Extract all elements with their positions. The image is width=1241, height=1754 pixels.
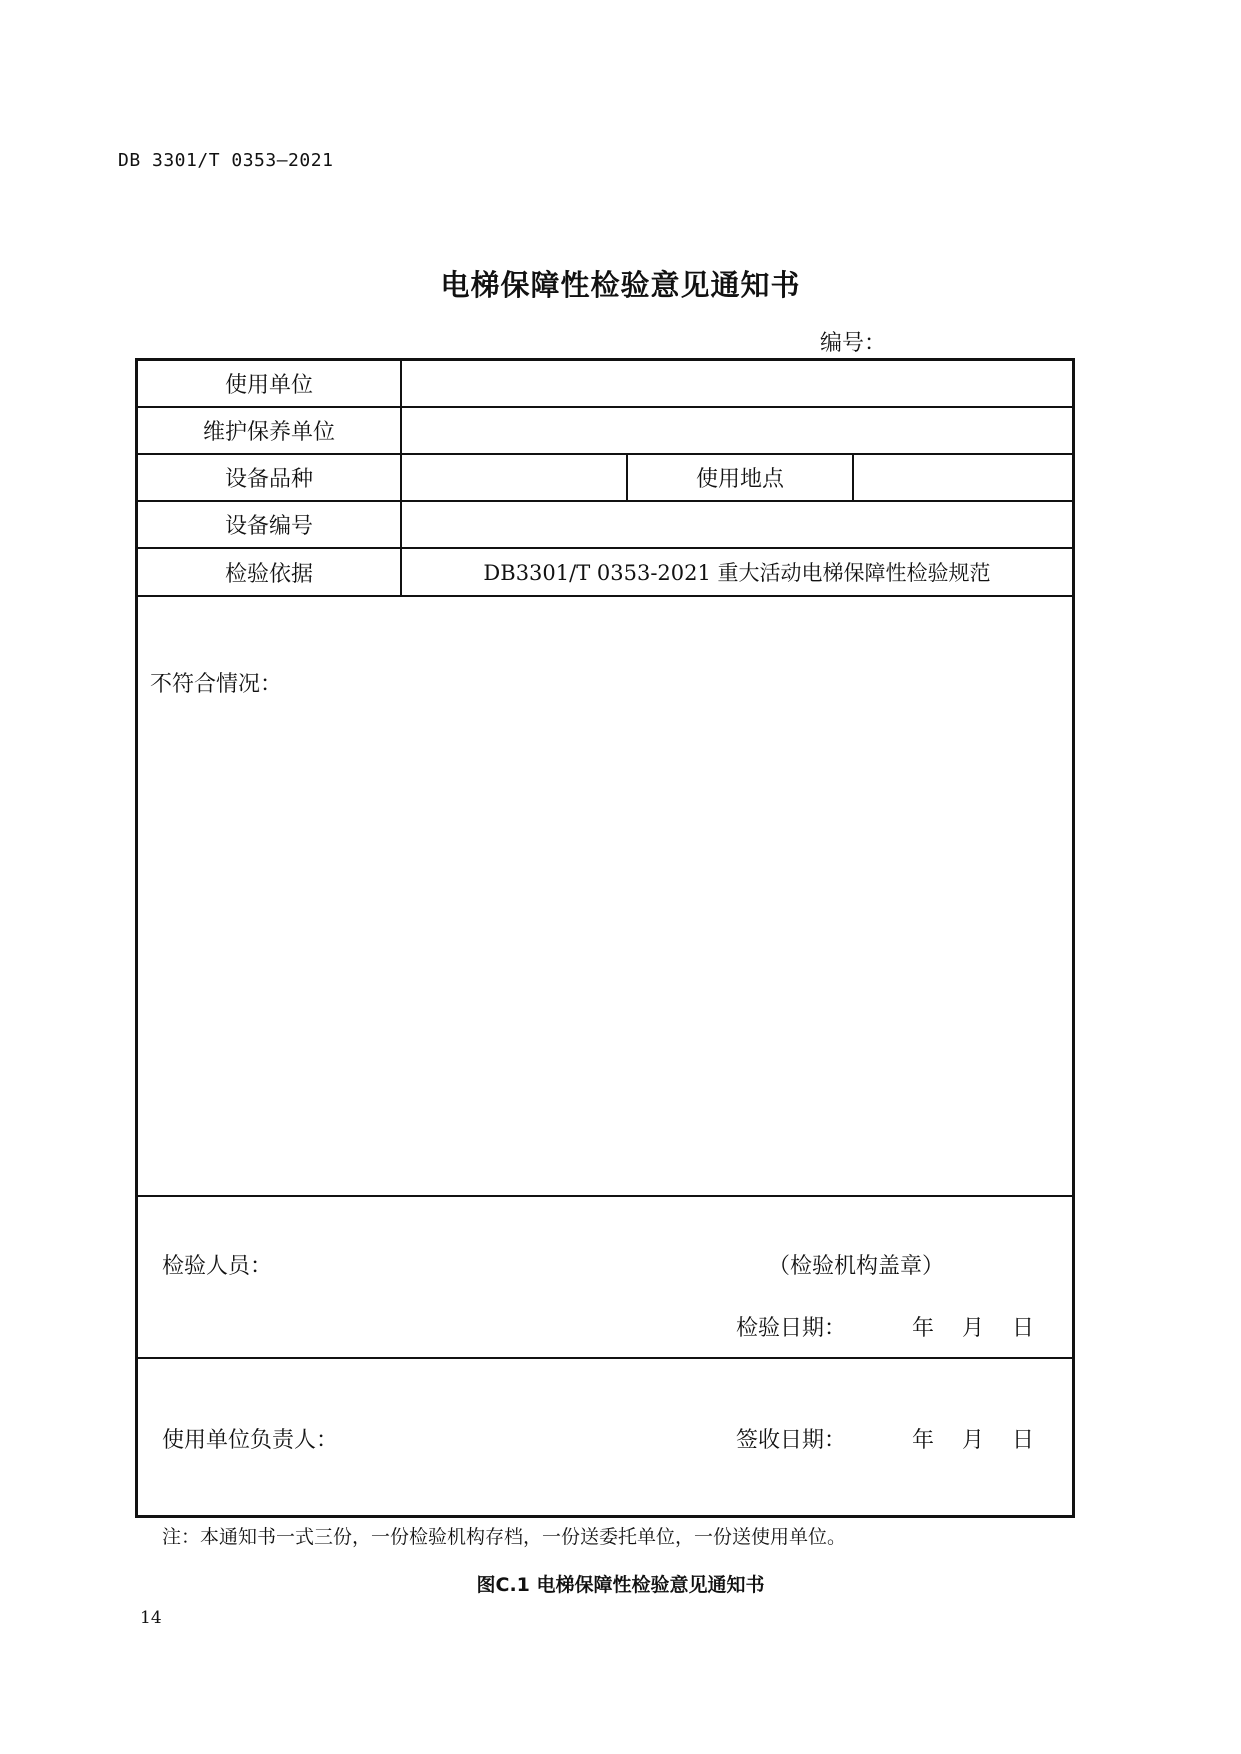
document-title: 电梯保障性检验意见通知书 bbox=[440, 268, 801, 302]
equipment-number-value[interactable] bbox=[400, 502, 1072, 547]
form-note: 注：本通知书一式三份，一份检验机构存档，一份送委托单位，一份送使用单位。 bbox=[162, 1526, 847, 1548]
page-number: 14 bbox=[140, 1608, 162, 1628]
equipment-type-label: 设备品种 bbox=[224, 467, 313, 492]
basis-label: 检验依据 bbox=[224, 561, 313, 587]
location-value[interactable] bbox=[852, 455, 1072, 500]
receiver-label: 使用单位负责人： bbox=[162, 1428, 339, 1453]
user-unit-value[interactable] bbox=[400, 361, 1072, 406]
row-equipment-type bbox=[138, 455, 1072, 502]
basis-value: DB3301/T 0353-2021 重大活动电梯保障性检验规范 bbox=[400, 549, 1072, 595]
inspector-label: 检验人员： bbox=[162, 1254, 273, 1279]
equipment-number-label: 设备编号 bbox=[224, 514, 313, 539]
serial-number-label: 编号： bbox=[820, 331, 887, 356]
standard-code: DB 3301/T 0353—2021 bbox=[118, 150, 334, 171]
receipt-date-month: 月 bbox=[962, 1428, 985, 1453]
receipt-section bbox=[138, 1359, 1072, 1515]
maintenance-unit-value[interactable] bbox=[400, 408, 1072, 453]
equipment-type-value[interactable] bbox=[400, 455, 626, 500]
seal-label: （检验机构盖章） bbox=[768, 1254, 945, 1279]
row-maintenance-unit bbox=[138, 408, 1072, 455]
location-label: 使用地点 bbox=[626, 455, 852, 500]
receipt-date-day: 日 bbox=[1012, 1428, 1035, 1453]
receipt-date-year: 年 bbox=[912, 1428, 935, 1453]
row-basis bbox=[138, 549, 1072, 597]
inspection-date-day: 日 bbox=[1012, 1316, 1035, 1341]
inspection-section bbox=[138, 1197, 1072, 1359]
inspection-date-year: 年 bbox=[912, 1316, 935, 1341]
user-unit-label: 使用单位 bbox=[224, 373, 313, 398]
figure-caption: 图C.1 电梯保障性检验意见通知书 bbox=[476, 1574, 765, 1596]
row-user-unit bbox=[138, 361, 1072, 408]
maintenance-unit-label: 维护保养单位 bbox=[202, 420, 335, 445]
inspection-date-label: 检验日期： bbox=[736, 1316, 847, 1341]
nonconformity-section bbox=[138, 597, 1072, 1197]
inspection-date-month: 月 bbox=[962, 1316, 985, 1341]
receipt-date-label: 签收日期： bbox=[736, 1428, 847, 1453]
nonconformity-label: 不符合情况： bbox=[150, 672, 283, 697]
row-equipment-number bbox=[138, 502, 1072, 549]
notice-form bbox=[135, 358, 1075, 1518]
